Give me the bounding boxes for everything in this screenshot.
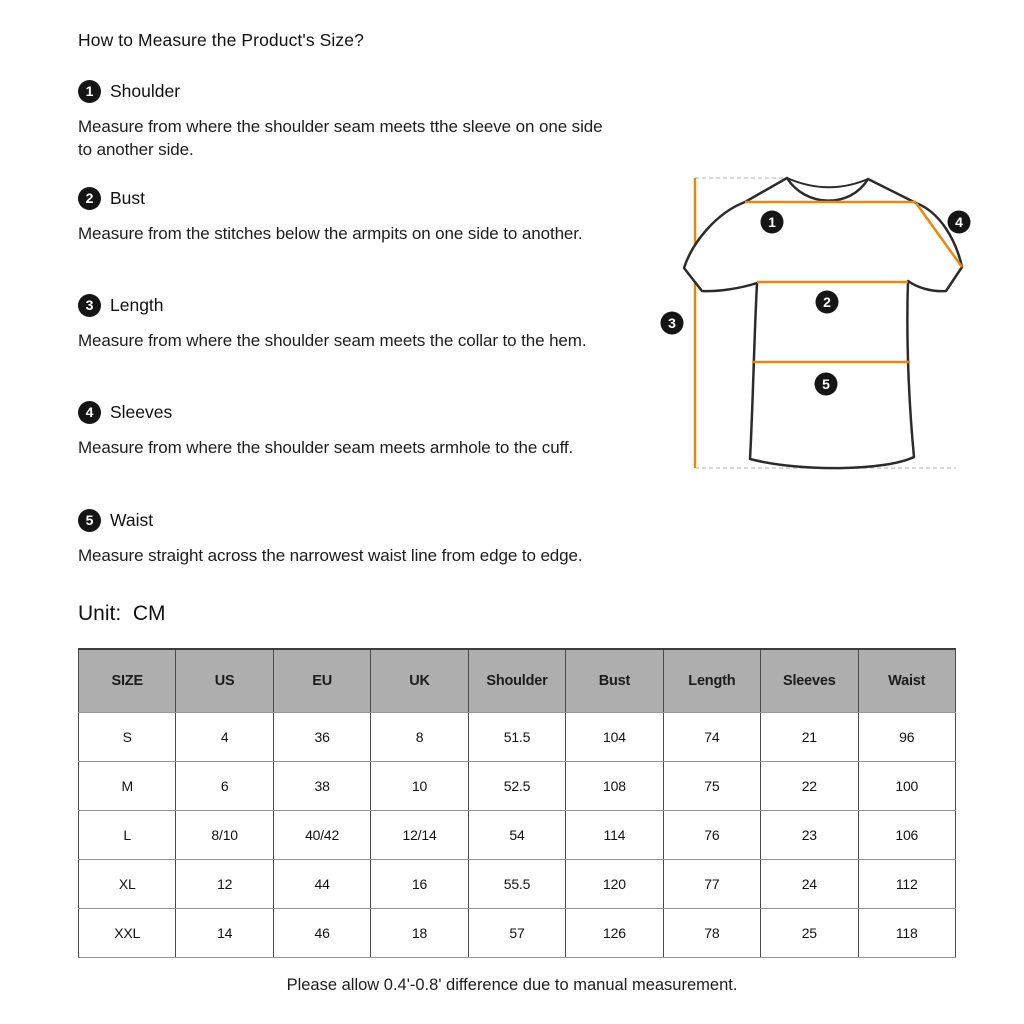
- cell: 10: [371, 761, 468, 810]
- cell: 118: [858, 908, 956, 957]
- col-length: Length: [663, 649, 760, 712]
- cell: 12/14: [371, 810, 468, 859]
- cell: 16: [371, 859, 468, 908]
- instruction-title-bust: Bust: [110, 187, 146, 208]
- collar-back-line: [787, 178, 868, 187]
- svg-text:2: 2: [823, 294, 831, 310]
- svg-text:1: 1: [768, 214, 776, 230]
- step-4-badge: 4: [78, 401, 101, 424]
- cell: 36: [273, 712, 370, 761]
- cell: 18: [371, 908, 468, 957]
- cell: 14: [176, 908, 273, 957]
- tshirt-diagram: [640, 150, 1024, 490]
- table-row-l: [79, 810, 956, 859]
- cell: XL: [79, 859, 176, 908]
- cell: 104: [566, 712, 663, 761]
- cell: 38: [273, 761, 370, 810]
- step-1-badge: 1: [78, 80, 101, 103]
- table-row-s: [79, 712, 956, 761]
- instruction-heading-sleeves: [78, 400, 172, 424]
- col-us: US: [176, 649, 273, 712]
- instruction-title-waist: Waist: [110, 509, 154, 530]
- size-table: [78, 648, 956, 958]
- cell: 57: [468, 908, 565, 957]
- diagram-marker-bust: [816, 291, 839, 314]
- table-row-xl: [79, 859, 956, 908]
- cell: 55.5: [468, 859, 565, 908]
- cell: 76: [663, 810, 760, 859]
- cell: 24: [761, 859, 858, 908]
- col-shoulder: Shoulder: [468, 649, 565, 712]
- col-sleeves: Sleeves: [761, 649, 858, 712]
- cell: 75: [663, 761, 760, 810]
- cell: 54: [468, 810, 565, 859]
- cell: 8: [371, 712, 468, 761]
- instruction-desc-shoulder: Measure from where the shoulder seam meets tthe sleeve on one side to another side.: [78, 117, 603, 159]
- cell: 74: [663, 712, 760, 761]
- cell: 25: [761, 908, 858, 957]
- cell: 23: [761, 810, 858, 859]
- col-bust: Bust: [566, 649, 663, 712]
- instruction-heading-shoulder: [78, 79, 180, 103]
- instruction-desc-waist: Measure straight across the narrowest waist line from edge to edge.: [78, 546, 583, 565]
- diagram-marker-sleeves: [948, 211, 971, 234]
- diagram-marker-length: [661, 312, 684, 335]
- cell: 8/10: [176, 810, 273, 859]
- cell: M: [79, 761, 176, 810]
- cell: 46: [273, 908, 370, 957]
- step-3-badge: 3: [78, 294, 101, 317]
- step-5-badge: 5: [78, 509, 101, 532]
- cell: 22: [761, 761, 858, 810]
- instruction-title-shoulder: Shoulder: [110, 80, 181, 101]
- instruction-desc-sleeves: Measure from where the shoulder seam meets armhole to the cuff.: [78, 438, 574, 457]
- cell: 44: [273, 859, 370, 908]
- measurement-note: Please allow 0.4'-0.8' difference due to manual measurement.: [286, 976, 738, 994]
- instruction-heading-waist: [78, 508, 153, 532]
- instruction-heading-bust: [78, 186, 145, 210]
- tshirt-outline: [684, 178, 962, 468]
- svg-text:4: 4: [955, 214, 963, 230]
- table-row-xxl: [79, 908, 956, 957]
- cell: L: [79, 810, 176, 859]
- cell: 96: [858, 712, 956, 761]
- svg-text:5: 5: [822, 376, 830, 392]
- col-uk: UK: [371, 649, 468, 712]
- cell: 112: [858, 859, 956, 908]
- cell: 106: [858, 810, 956, 859]
- cell: 108: [566, 761, 663, 810]
- cell: 52.5: [468, 761, 565, 810]
- cell: 77: [663, 859, 760, 908]
- page-title: How to Measure the Product's Size?: [78, 30, 364, 50]
- header-row: [79, 649, 956, 712]
- col-eu: EU: [273, 649, 370, 712]
- diagram-marker-shoulder: [761, 211, 784, 234]
- svg-text:3: 3: [668, 315, 676, 331]
- size-table-body: [79, 712, 956, 957]
- cell: 120: [566, 859, 663, 908]
- cell: XXL: [79, 908, 176, 957]
- cell: 100: [858, 761, 956, 810]
- step-2-badge: 2: [78, 187, 101, 210]
- col-size: SIZE: [79, 649, 176, 712]
- instruction-desc-length: Measure from where the shoulder seam meets the collar to the hem.: [78, 331, 587, 350]
- cell: S: [79, 712, 176, 761]
- instruction-heading-length: [78, 293, 164, 317]
- cell: 126: [566, 908, 663, 957]
- cell: 40/42: [273, 810, 370, 859]
- cell: 4: [176, 712, 273, 761]
- cell: 12: [176, 859, 273, 908]
- instruction-title-length: Length: [110, 294, 164, 315]
- table-row-m: [79, 761, 956, 810]
- col-waist: Waist: [858, 649, 956, 712]
- cell: 6: [176, 761, 273, 810]
- cell: 78: [663, 908, 760, 957]
- size-table-header: [79, 649, 956, 712]
- cell: 21: [761, 712, 858, 761]
- instruction-desc-bust: Measure from the stitches below the armpits on one side to another.: [78, 224, 583, 243]
- cell: 114: [566, 810, 663, 859]
- cell: 51.5: [468, 712, 565, 761]
- unit-label: Unit: CM: [78, 602, 166, 625]
- instruction-title-sleeves: Sleeves: [110, 401, 173, 422]
- diagram-marker-waist: [815, 373, 838, 396]
